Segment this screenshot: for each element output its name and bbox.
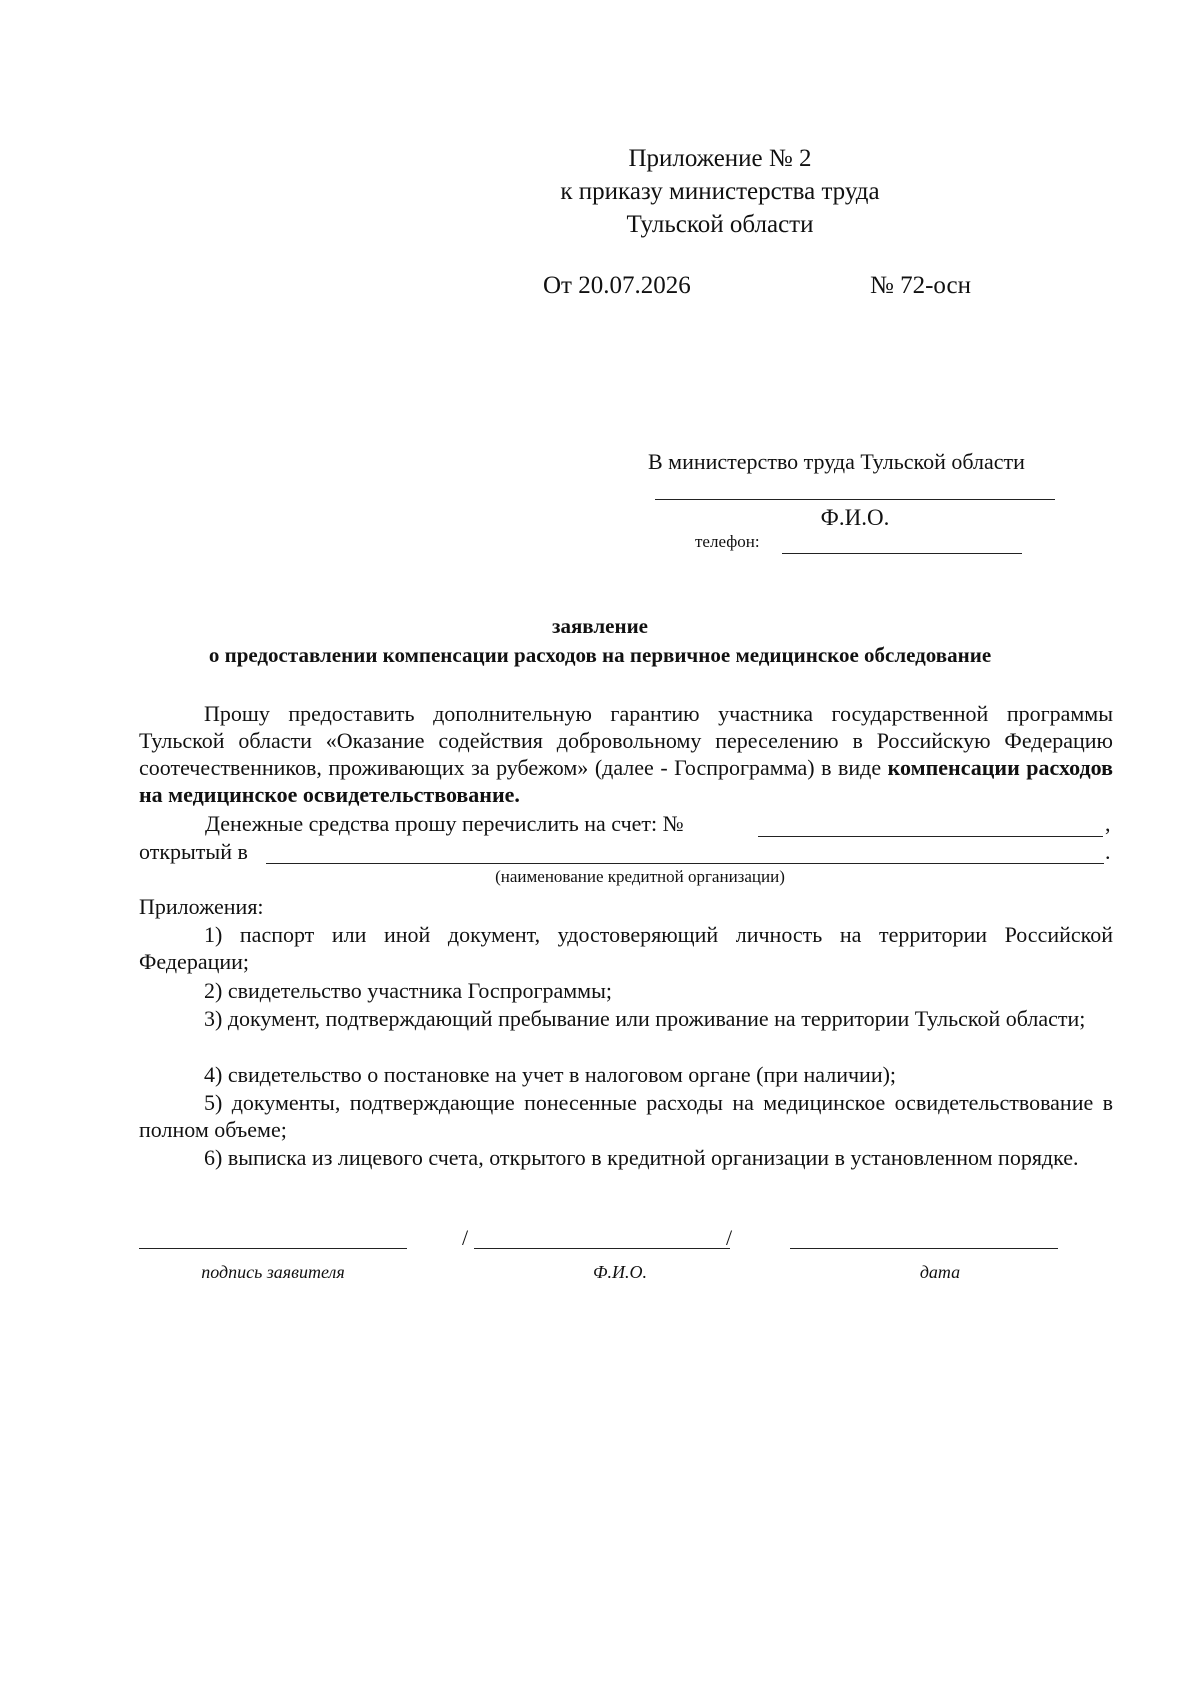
opened-period: . [1105,839,1111,864]
attachment-item-1: 1) паспорт или иной документ, удостоверяющий личность на территории Российской Федерации; [139,922,1113,974]
signature-fio-caption-text: Ф.И.О. [593,1262,647,1282]
order-date: От 20.07.2026 [543,272,691,299]
attachments-label: Приложения: [139,894,264,919]
fio-slash-left: / [462,1225,469,1250]
appendix-title: Приложение № 2 [628,145,812,172]
signature-caption [139,1262,407,1283]
signature-date-caption [840,1262,1040,1283]
request-text-bold: компенсации расходов на медицинское освидетельствование. [139,755,1113,807]
attachment-item-2: 2) свидетельство участника Госпрограммы; [204,978,612,1003]
fio-slash-right: / [726,1225,733,1250]
attachment-item-3: 3) документ, подтверждающий пребывание или проживание на территории Тульской области; [204,1006,1086,1031]
attachment-item-5: 5) документы, подтверждающие понесенные расходы на медицинское освидетельствование в полном объеме; [139,1090,1113,1142]
document-subtitle [100,643,1100,668]
opened-label: открытый в [139,839,248,864]
attachment-item-4: 4) свидетельство о постановке на учет в налоговом органе (при наличии); [204,1062,897,1087]
bank-line [266,863,1104,864]
signature-date-caption-text: дата [919,1262,961,1282]
request-text: Прошу предоставить дополнительную гарантию участника государственной программы Тульской области «Оказание содействия добровольному переселению в Российскую Федерацию соотечественников, проживающих за рубежом» (далее - Госпрограмма) в виде [139,701,1113,780]
request-paragraph [139,700,1113,808]
bank-caption: (наименование кредитной организации) [495,867,785,886]
account-label: Денежные средства прошу перечислить на счет: № [205,811,684,836]
title-line2: о предоставлении компенсации расходов на первичное медицинское обследование [208,643,992,667]
account-comma: , [1105,811,1111,836]
phone-line [782,553,1022,554]
appendix-order-ref: к приказу министерства труда [560,178,880,205]
fio-line [655,499,1055,500]
account-line [758,836,1103,837]
appendix-region: Тульской области [626,211,814,238]
fio-caption: Ф.И.О. [820,505,890,530]
signature-line [139,1248,407,1249]
signature-fio-caption [520,1262,720,1283]
signature-date-line [790,1248,1058,1249]
document-title [100,614,1100,639]
attachment-item-6: 6) выписка из лицевого счета, открытого в кредитной организации в установленном порядке. [204,1145,1079,1170]
addressee-to: В министерство труда Тульской области [648,449,1025,474]
phone-label: телефон: [695,532,760,551]
signature-fio-line [474,1248,730,1249]
signature-caption-text: подпись заявителя [201,1262,345,1282]
title-line1: заявление [552,614,648,638]
order-number: № 72-осн [870,272,972,299]
